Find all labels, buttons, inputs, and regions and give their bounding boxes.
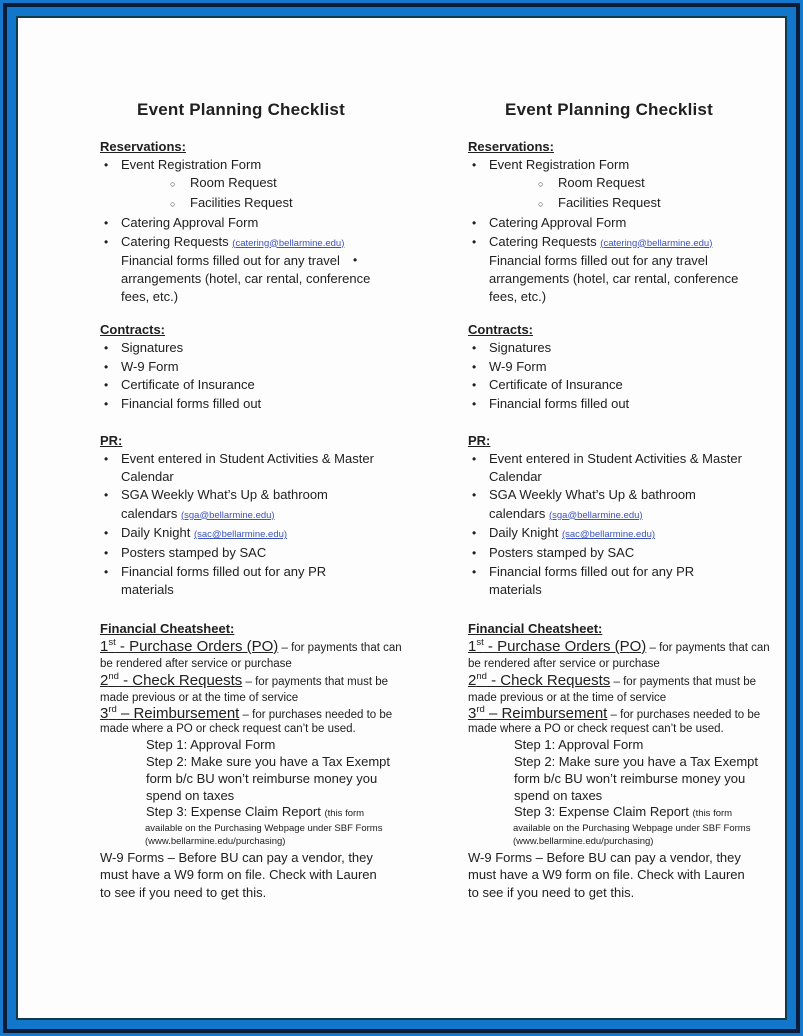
reservations-heading: Reservations: <box>468 139 554 154</box>
list-item-text: fees, etc.) <box>489 288 547 304</box>
list-item-text: arrangements (hotel, car rental, conference <box>121 270 371 286</box>
step-line <box>468 788 740 805</box>
bullet-icon: • <box>472 451 477 466</box>
list-item-text: Event entered in Student Activities & Master <box>121 450 374 466</box>
step-line <box>100 770 378 788</box>
paragraph-line: to see if you need to get this. <box>468 884 635 900</box>
step-text: Step 2: Make sure you have a Tax Exempt <box>514 753 759 769</box>
rank-ordinal: nd <box>108 670 119 682</box>
list-item-text: calendars <box>121 505 181 521</box>
document-title: Event Planning Checklist <box>505 100 713 119</box>
list-item <box>468 358 740 377</box>
sga-email-link[interactable]: (sga@bellarmine.edu) <box>548 509 643 521</box>
rank-title: - Purchase Orders (PO) <box>115 637 279 655</box>
rank-title: - Check Requests <box>486 671 611 689</box>
list-item-continuation <box>468 252 740 270</box>
list-item-text: Financial forms filled out for any PR <box>489 563 695 579</box>
sac-email-link[interactable]: (sac@bellarmine.edu) <box>561 529 656 541</box>
paragraph-line: must have a W9 form on file. Check with Lauren <box>100 867 377 883</box>
document-title: Event Planning Checklist <box>137 100 345 119</box>
rank-number: 1 <box>100 637 109 655</box>
list-item <box>100 233 372 253</box>
step-line <box>468 804 740 823</box>
list-item-text: Signatures <box>121 340 184 356</box>
stray-bullet-icon: • <box>353 253 358 268</box>
list-item-text: Financial forms filled out <box>121 396 262 412</box>
list-item <box>468 486 740 505</box>
step-line <box>468 753 759 771</box>
list-item-text: Event Registration Form <box>121 156 262 172</box>
cheatsheet-rank-line <box>100 703 393 724</box>
cheatsheet-rank-line <box>100 670 389 692</box>
rank-number: 3 <box>468 704 477 722</box>
bullet-icon: • <box>472 564 477 579</box>
list-item <box>468 450 740 469</box>
step-text: Step 1: Approval Form <box>146 737 276 753</box>
step-text: Step 3: Expense Claim Report <box>146 804 325 820</box>
bullet-icon: • <box>472 215 477 230</box>
bullet-icon: • <box>472 234 477 249</box>
list-item-text: Certificate of Insurance <box>489 377 623 393</box>
list-item <box>468 544 740 563</box>
step-line <box>100 788 372 805</box>
list-item-text: Financial forms filled out for any travel <box>489 253 708 269</box>
list-item <box>100 156 372 175</box>
sub-list-item <box>100 174 372 194</box>
cheatsheet-rank-line <box>100 636 402 658</box>
list-item-text: SGA Weekly What’s Up & bathroom <box>489 486 696 502</box>
bullet-icon: • <box>104 341 109 356</box>
pr-heading: PR: <box>100 432 123 448</box>
bullet-icon: • <box>104 487 109 502</box>
bullet-icon: • <box>104 359 109 374</box>
list-item <box>100 395 372 414</box>
list-item-text: Catering Requests <box>121 233 233 249</box>
list-item-text: Posters stamped by SAC <box>489 545 635 561</box>
bullet-icon: • <box>104 157 109 172</box>
contracts-heading: Contracts: <box>100 322 166 338</box>
list-item <box>468 524 740 544</box>
paragraph-line: W-9 Forms – Before BU can pay a vendor, they <box>100 849 373 865</box>
step-line <box>468 770 746 788</box>
financial-cheatsheet-heading: Financial Cheatsheet: <box>468 621 603 637</box>
bullet-icon: • <box>104 451 109 466</box>
rank-heading <box>100 705 239 722</box>
rank-number: 2 <box>100 671 109 689</box>
cheatsheet-description-line: be rendered after service or purchase <box>100 658 292 671</box>
sub-list-item <box>468 174 740 194</box>
rank-heading <box>100 672 242 689</box>
list-item-text: Financial forms filled out <box>489 396 630 412</box>
bullet-icon: • <box>472 526 477 541</box>
paragraph-line: to see if you need to get this. <box>100 884 267 900</box>
rank-description: – for payments that must be <box>242 675 389 688</box>
rank-number: 1 <box>468 637 477 655</box>
rank-description: – for payments that can <box>646 641 770 654</box>
catering-email-link[interactable]: (catering@bellarmine.edu) <box>600 237 713 249</box>
step-line <box>100 804 372 823</box>
list-item <box>100 544 372 563</box>
bullet-icon: • <box>472 341 477 356</box>
bullet-icon: • <box>104 215 109 230</box>
list-item-continuation <box>100 468 372 486</box>
list-item-text: SGA Weekly What’s Up & bathroom <box>121 486 328 502</box>
step-note: (this form <box>324 808 365 820</box>
list-item-text: Catering Requests <box>489 233 601 249</box>
catering-email-link[interactable]: (catering@bellarmine.edu) <box>232 237 345 249</box>
bullet-icon: • <box>472 546 477 561</box>
list-item-text: W-9 Form <box>489 358 547 374</box>
list-item-continuation <box>468 270 740 288</box>
list-item <box>468 395 740 414</box>
cheatsheet-description-line: be rendered after service or purchase <box>468 658 660 671</box>
list-item <box>100 563 372 582</box>
list-item <box>100 450 372 469</box>
page-column-right <box>468 96 770 901</box>
rank-title: - Purchase Orders (PO) <box>483 637 647 655</box>
list-item-text: Posters stamped by SAC <box>121 545 267 561</box>
rank-heading <box>468 638 646 655</box>
list-item-continuation <box>468 288 740 306</box>
sub-list-item-text: Room Request <box>190 175 277 191</box>
cheatsheet-description-line: made where a PO or check request can’t be used. <box>468 723 724 736</box>
rank-number: 3 <box>100 704 109 722</box>
footnote-line: (www.bellarmine.edu/purchasing) <box>145 835 286 847</box>
list-item-text: Calendar <box>489 469 542 485</box>
sub-list-item-text: Room Request <box>558 175 645 191</box>
rank-number: 2 <box>468 671 477 689</box>
rank-description: – for payments that must be <box>610 675 757 688</box>
list-item-text: W-9 Form <box>121 358 179 374</box>
list-item <box>468 214 740 233</box>
list-item-text: calendars <box>489 505 549 521</box>
list-item-text: fees, etc.) <box>121 288 179 304</box>
footnote-line: available on the Purchasing Webpage under SBF Forms <box>145 823 383 835</box>
cheatsheet-rank-line <box>468 703 761 724</box>
list-item-text: Calendar <box>121 469 174 485</box>
bullet-icon: • <box>104 564 109 579</box>
pr-heading: PR: <box>468 432 491 448</box>
step-text: form b/c BU won’t reimburse money you <box>146 770 378 786</box>
rank-title: – Reimbursement <box>484 704 608 722</box>
sub-list-item <box>100 194 372 214</box>
circle-bullet-icon: ○ <box>170 179 176 190</box>
list-item <box>468 376 740 395</box>
sga-email-link[interactable]: (sga@bellarmine.edu) <box>180 509 275 521</box>
list-item-text: Daily Knight <box>121 525 194 541</box>
cheatsheet-description-line: made previous or at the time of service <box>468 692 667 705</box>
rank-ordinal: rd <box>476 703 485 715</box>
bullet-icon: • <box>104 378 109 393</box>
sac-email-link[interactable]: (sac@bellarmine.edu) <box>193 529 288 541</box>
list-item <box>468 563 740 582</box>
circle-bullet-icon: ○ <box>538 179 544 190</box>
paragraph-line: must have a W9 form on file. Check with Lauren <box>468 867 745 883</box>
list-item-text: Daily Knight <box>489 525 562 541</box>
rank-description: – for payments that can <box>278 641 402 654</box>
bullet-icon: • <box>472 157 477 172</box>
rank-description: – for purchases needed to be <box>239 708 393 721</box>
list-item-text: Signatures <box>489 340 552 356</box>
list-item-text: Catering Approval Form <box>121 214 259 230</box>
rank-heading <box>100 638 278 655</box>
list-item-text: materials <box>489 582 542 598</box>
rank-description: – for purchases needed to be <box>607 708 761 721</box>
cheatsheet-rank-line <box>468 670 757 692</box>
list-item <box>100 376 372 395</box>
cheatsheet-description-line: made where a PO or check request can’t be used. <box>100 723 356 736</box>
page-column-left <box>100 96 402 901</box>
bullet-icon: • <box>472 487 477 502</box>
rank-heading <box>468 705 607 722</box>
paragraph-line: W-9 Forms – Before BU can pay a vendor, they <box>468 849 741 865</box>
step-line <box>100 737 372 754</box>
rank-ordinal: nd <box>476 670 487 682</box>
list-item <box>468 156 740 175</box>
footnote-line: available on the Purchasing Webpage under SBF Forms <box>513 823 751 835</box>
sub-list-item-text: Facilities Request <box>558 195 661 211</box>
rank-title: – Reimbursement <box>116 704 240 722</box>
list-item <box>100 524 372 544</box>
list-item-text: arrangements (hotel, car rental, conference <box>489 270 739 286</box>
list-item <box>100 486 372 505</box>
rank-ordinal: st <box>108 636 116 648</box>
sub-list-item-text: Facilities Request <box>190 195 293 211</box>
list-item-continuation <box>100 252 372 270</box>
list-item <box>468 339 740 358</box>
step-note: (this form <box>692 808 733 820</box>
cheatsheet-rank-line <box>468 636 770 658</box>
bullet-icon: • <box>104 234 109 249</box>
bullet-icon: • <box>104 526 109 541</box>
list-item <box>100 358 372 377</box>
rank-ordinal: rd <box>108 703 117 715</box>
sub-list-item <box>468 194 740 214</box>
bullet-icon: • <box>104 546 109 561</box>
list-item <box>100 214 372 233</box>
rank-heading <box>468 672 610 689</box>
bullet-icon: • <box>472 359 477 374</box>
list-item-text: materials <box>121 582 174 598</box>
list-item-continuation <box>100 505 372 525</box>
financial-cheatsheet-heading: Financial Cheatsheet: <box>100 621 235 637</box>
rank-title: - Check Requests <box>118 671 243 689</box>
list-item-continuation <box>100 581 372 599</box>
step-text: Step 2: Make sure you have a Tax Exempt <box>146 753 391 769</box>
step-line <box>100 753 391 771</box>
list-item-continuation <box>468 581 740 599</box>
circle-bullet-icon: ○ <box>170 199 176 210</box>
document-page <box>18 18 785 1018</box>
list-item-text: Event entered in Student Activities & Master <box>489 450 742 466</box>
list-item-text: Catering Approval Form <box>489 214 627 230</box>
step-line <box>468 737 740 754</box>
list-item <box>468 233 740 253</box>
list-item-text: Financial forms filled out for any PR <box>121 563 327 579</box>
reservations-heading: Reservations: <box>100 139 186 154</box>
bullet-icon: • <box>472 397 477 412</box>
step-text: spend on taxes <box>514 787 603 803</box>
step-text: spend on taxes <box>146 787 235 803</box>
list-item-text: Event Registration Form <box>489 156 630 172</box>
bullet-icon: • <box>104 397 109 412</box>
rank-ordinal: st <box>476 636 484 648</box>
contracts-heading: Contracts: <box>468 322 534 338</box>
list-item-continuation <box>100 270 372 288</box>
list-item-continuation <box>100 288 372 306</box>
step-text: Step 3: Expense Claim Report <box>514 804 693 820</box>
list-item <box>100 339 372 358</box>
list-item-continuation <box>468 468 740 486</box>
step-text: Step 1: Approval Form <box>514 737 644 753</box>
footnote-line: (www.bellarmine.edu/purchasing) <box>513 835 654 847</box>
circle-bullet-icon: ○ <box>538 199 544 210</box>
list-item-text: Certificate of Insurance <box>121 377 255 393</box>
list-item-text: Financial forms filled out for any travel <box>121 253 340 269</box>
list-item-continuation <box>468 505 740 525</box>
bullet-icon: • <box>472 378 477 393</box>
cheatsheet-description-line: made previous or at the time of service <box>100 692 299 705</box>
step-text: form b/c BU won’t reimburse money you <box>514 770 746 786</box>
